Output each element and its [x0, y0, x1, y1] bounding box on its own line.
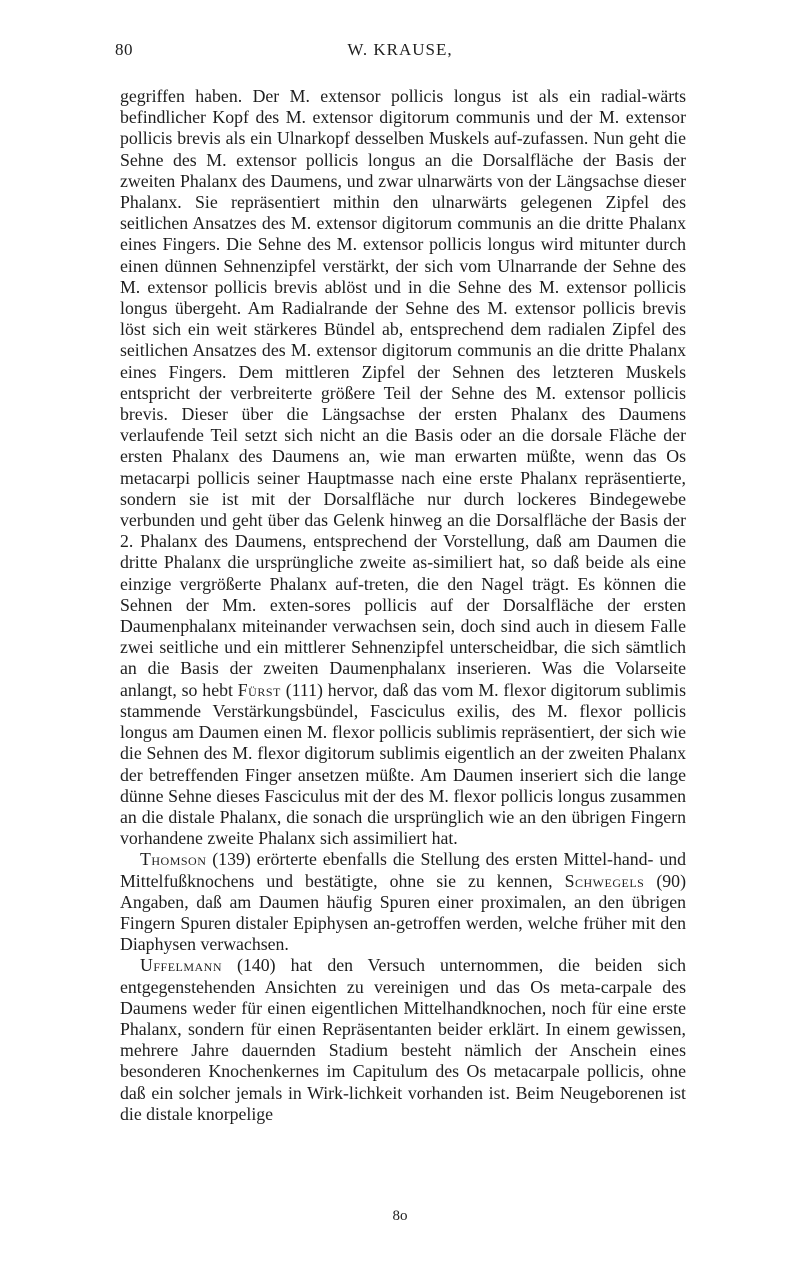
body-text — [120, 86, 686, 1125]
author-citation: Thomson — [140, 849, 207, 870]
running-head — [115, 40, 685, 66]
paragraph — [120, 86, 686, 849]
text-run: (111) hervor, daß das vom M. flexor digitorum sublimis stammende Verstärkungsbündel, Fasciculus exilis, des M. flexor pollicis longus am Daumen einen M. flexor pollicis sublimis repräsentiert, der sich wie die Sehnen des M. flexor digitorum sublimis eigentlich an der zweiten Phalanx der betreffenden Finger ansetzen müßte. Am Daumen inseriert sich die lange dünne Sehne dieses Fasciculus mit der des M. flexor pollicis longus zusammen an die distale Phalanx, die sonach die ursprünglich wie an den übrigen Fingern vorhandene zweite Phalanx sich assimiliert hat. — [120, 679, 686, 849]
text-run: (139) erörterte ebenfalls die Stellung des ersten Mittel-hand- und Mittelfußknochens und bestätigte, ohne sie zu kennen, — [120, 849, 686, 891]
author-citation: Schwegels — [564, 870, 645, 891]
running-head-author: W. KRAUSE, — [347, 40, 453, 59]
bottom-folio: 8o — [392, 1208, 408, 1224]
author-citation: Fürst — [237, 679, 281, 700]
paragraph — [120, 849, 686, 955]
paragraph — [120, 955, 686, 1125]
author-citation: Uffelmann — [140, 955, 223, 976]
text-run: gegriffen haben. Der M. extensor pollicis longus ist als ein radial-wärts befindlicher Kopf des M. extensor digitorum communis und der M. extensor pollicis brevis als ein Ulnarkopf desselben Muskels auf-zufassen. Nun geht die Sehne des M. extensor pollicis longus an die Dorsalfläche der Basis der zweiten Phalanx des Daumens, und zwar ulnarwärts von der Längsachse dieser Phalanx. Sie repräsentiert mithin den ulnarwärts gelegenen Zipfel des seitlichen Ansatzes des M. extensor digitorum communis an die dritte Phalanx eines Fingers. Die Sehne des M. extensor pollicis longus wird mitunter durch einen dünnen Sehnenzipfel verstärkt, der sich vom Ulnarrande der Sehne des M. extensor pollicis brevis ablöst und in die Sehne des M. extensor pollicis longus übergeht. Am Radialrande der Sehne des M. extensor pollicis brevis löst sich ein weit stärkeres Bündel ab, entsprechend dem radialen Zipfel des seitlichen Ansatzes des M. extensor digitorum communis an die dritte Phalanx eines Fingers. Dem mittleren Zipfel der Sehnen des letzteren Muskels entspricht der verbreiterte größere Teil der Sehne des M. extensor pollicis brevis. Dieser über die Längsachse der ersten Phalanx des Daumens verlaufende Teil setzt sich nicht an die Basis oder an die dorsale Fläche der ersten Phalanx des Daumens an, wie man erwarten müßte, wenn das Os metacarpi pollicis seiner Hauptmasse nach eine erste Phalanx repräsentierte, sondern sie ist mit der Dorsalfläche nur durch lockeres Bindegewebe verbunden und geht über das Gelenk hinweg an die Dorsalfläche der Basis der 2. Phalanx des Daumens, entsprechend der Vorstellung, daß am Daumen die dritte Phalanx die ursprüngliche zweite as-similiert hat, so daß beide als eine einzige vergrößerte Phalanx auf-treten, die den Nagel trägt. Es können die Sehnen der Mm. exten-sores pollicis auf der Dorsalfläche der ersten Daumenphalanx miteinander verwachsen sein, doch sind auch in diesem Falle zwei seitliche und ein mittlerer Sehnenzipfel unterscheidbar, die sich sämtlich an die Basis der zweiten Daumenphalanx inserieren. Was die Volarseite anlangt, so hebt — [120, 86, 686, 700]
page-number: 80 — [115, 40, 133, 59]
text-run: (140) hat den Versuch unternommen, die beiden sich entgegenstehenden Ansichten zu vereinigen und das Os meta-carpale des Daumens weder für einen eigentlichen Mittelhandknochen, noch für eine erste Phalanx, sondern für einen Repräsentanten beider erklärt. In einem gewissen, mehrere Jahre dauernden Stadium besteht nämlich der Anschein eines besonderen Knochenkernes im Capitulum des Os metacarpale pollicis, ohne daß ein solcher jemals in Wirk-lichkeit vorhanden ist. Beim Neugeborenen ist die distale knorpelige — [120, 955, 686, 1124]
text-run: (90) Angaben, daß am Daumen häufig Spuren einer proximalen, an den übrigen Fingern Spuren distaler Epiphysen an-getroffen werden, welche früher mit den Diaphysen verwachsen. — [120, 870, 686, 955]
